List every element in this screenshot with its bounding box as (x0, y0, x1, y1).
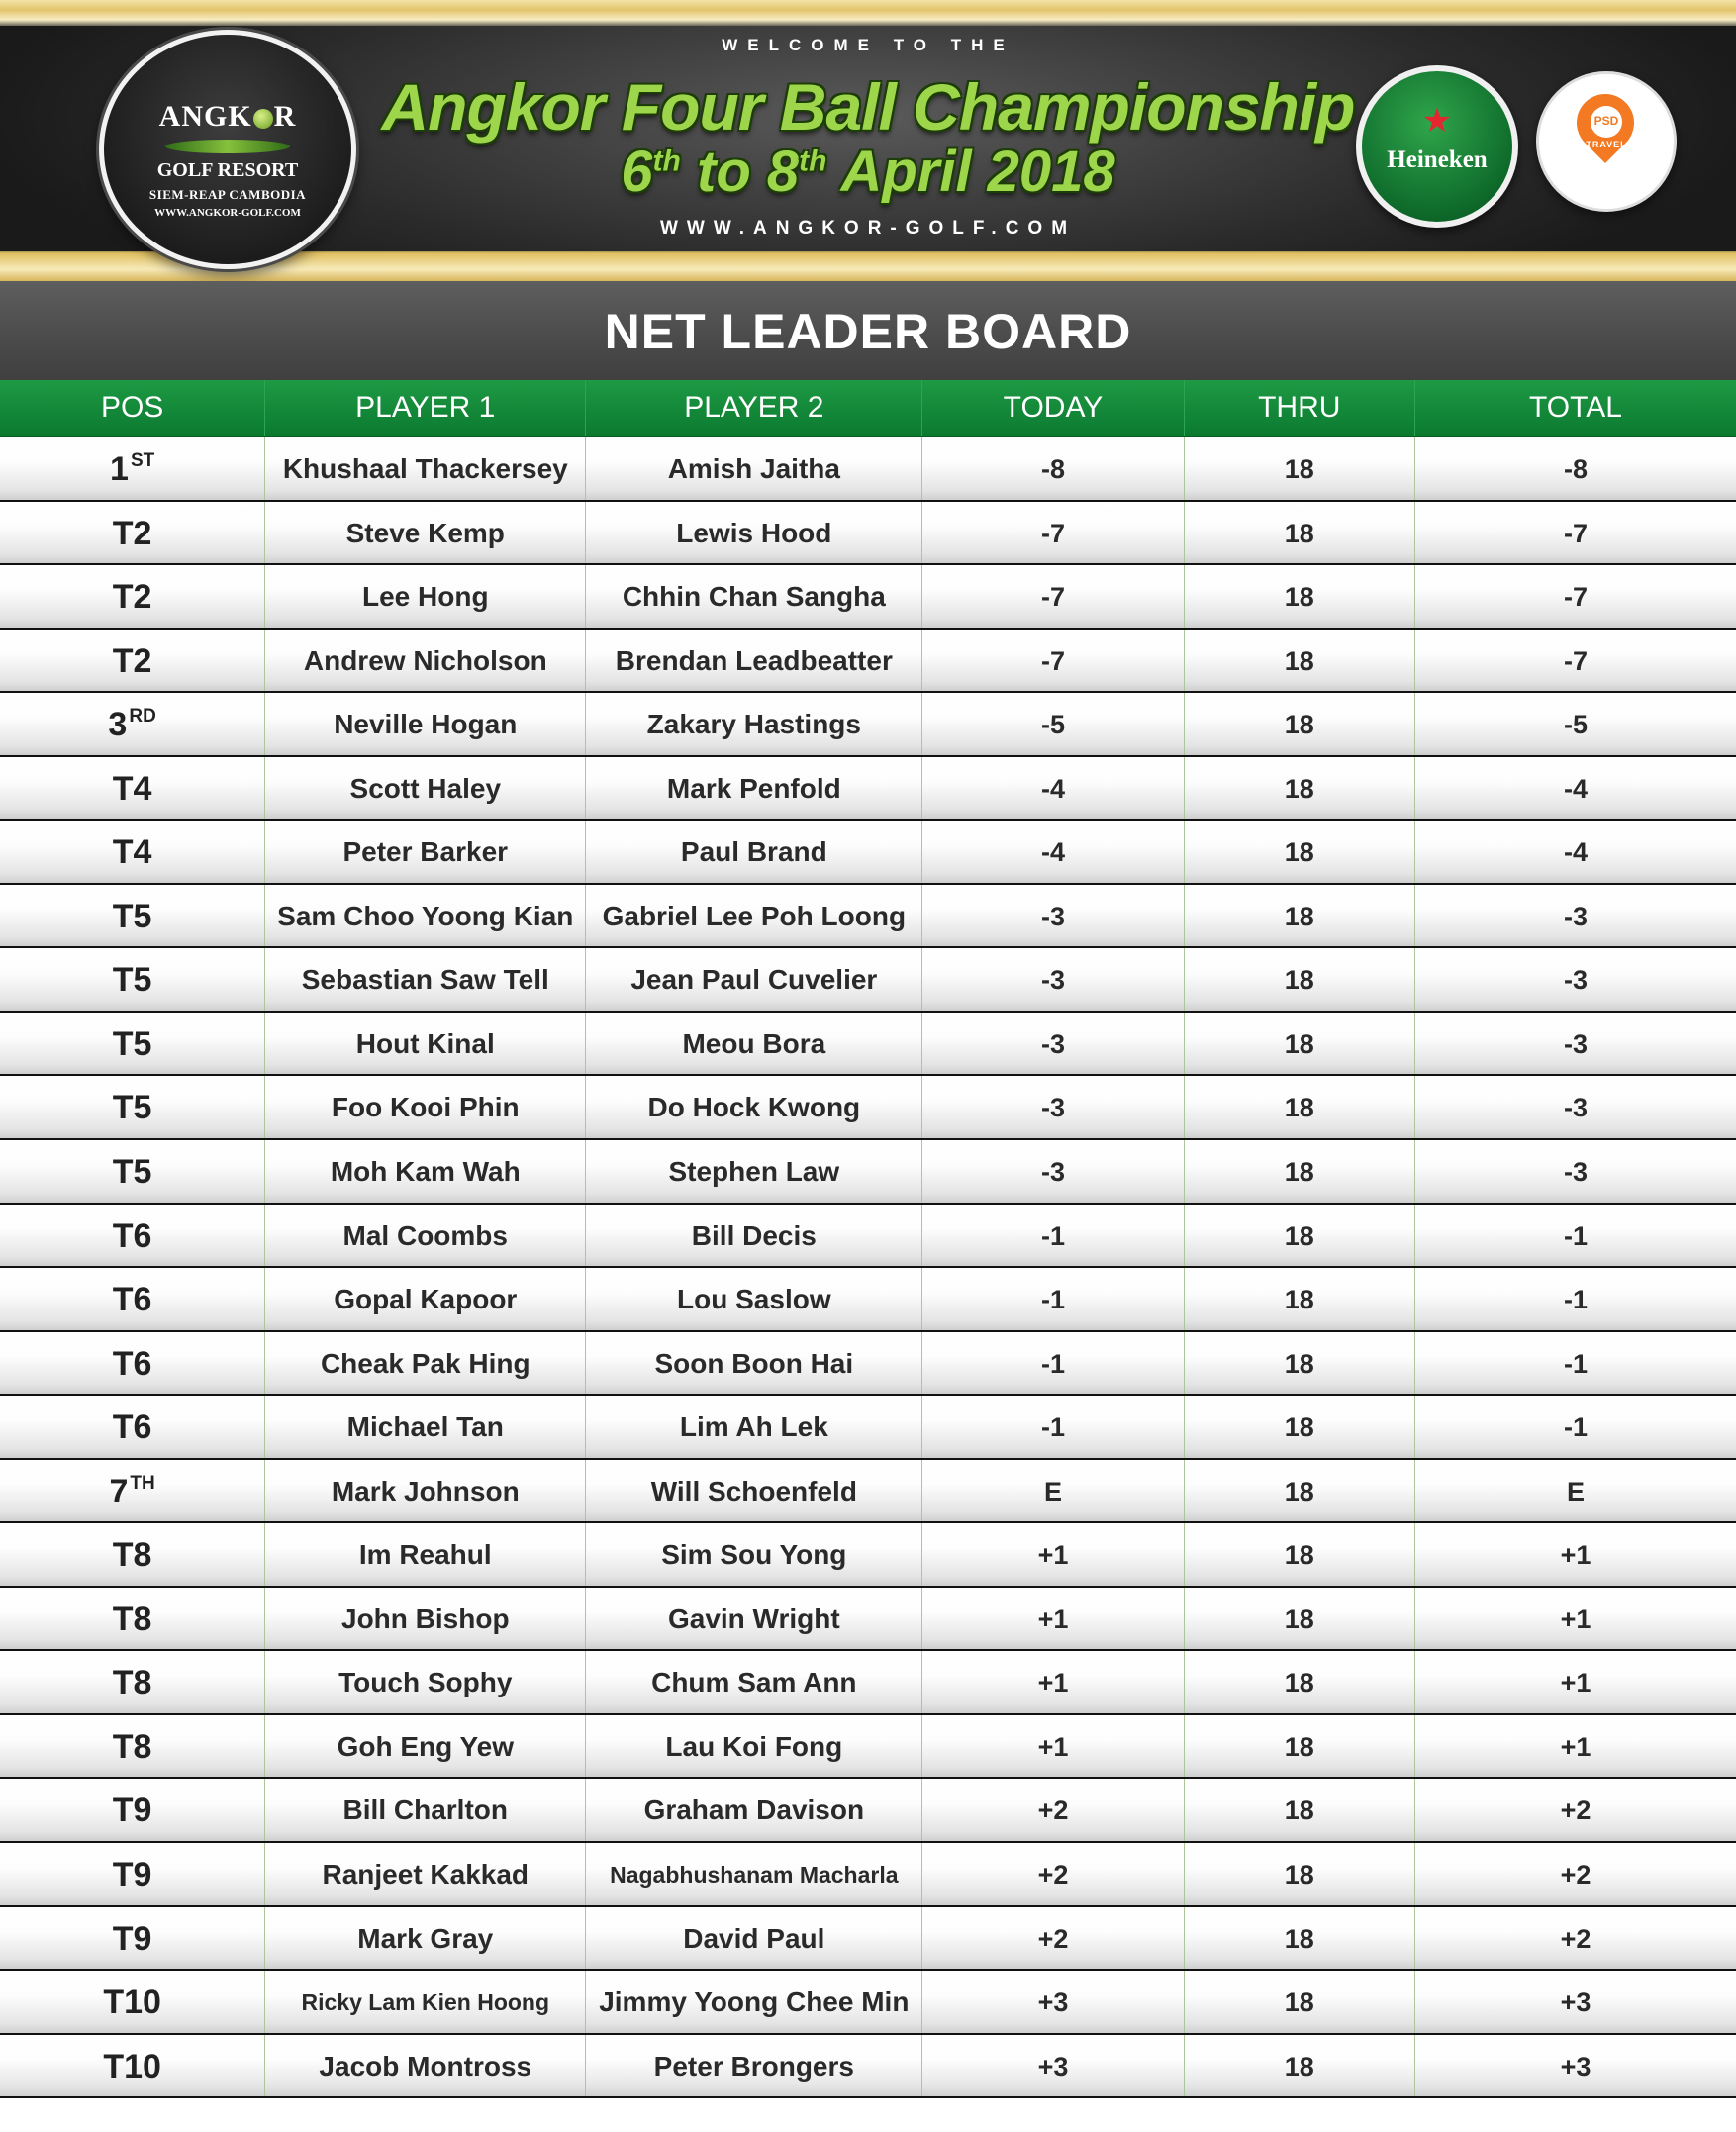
today-cell: +2 (922, 1843, 1184, 1905)
player1-cell: Jacob Montross (265, 2035, 586, 2097)
player1-cell: Sam Choo Yoong Kian (265, 885, 586, 947)
column-header-player1: PLAYER 1 (265, 380, 586, 436)
table-row (0, 885, 1736, 949)
player1-cell: Touch Sophy (265, 1651, 586, 1713)
position-cell (0, 948, 265, 1011)
position-value: T6 (112, 1408, 152, 1447)
position-cell (0, 1268, 265, 1330)
table-body (0, 437, 1736, 2098)
position-cell (0, 2035, 265, 2097)
thru-cell: 18 (1185, 1843, 1415, 1905)
table-row (0, 1140, 1736, 1205)
player2-cell: Jean Paul Cuvelier (586, 948, 922, 1011)
position-cell (0, 757, 265, 820)
position-cell (0, 821, 265, 883)
event-header (0, 0, 1736, 281)
table-row (0, 1332, 1736, 1397)
position-cell (0, 502, 265, 564)
table-row (0, 1076, 1736, 1140)
player1-cell: Scott Haley (265, 757, 586, 820)
total-cell: -4 (1563, 837, 1588, 868)
player2-cell: Lewis Hood (586, 502, 922, 564)
total-cell: -7 (1563, 582, 1588, 613)
player2-cell: Lau Koi Fong (586, 1715, 922, 1778)
date-to: to (697, 140, 751, 204)
total-cell: -7 (1563, 518, 1588, 548)
date-rest: April 2018 (840, 140, 1115, 204)
table-row (0, 1971, 1736, 2035)
total-cell: +1 (1560, 1603, 1591, 1634)
position-cell (0, 1332, 265, 1395)
total-cell: +1 (1560, 1731, 1591, 1762)
player1-cell: Andrew Nicholson (265, 630, 586, 692)
total-cell: -3 (1563, 1093, 1588, 1123)
position-cell (0, 1460, 265, 1522)
thru-cell: 18 (1185, 1715, 1415, 1778)
position-cell (0, 1205, 265, 1267)
total-cell: +2 (1560, 1860, 1591, 1890)
today-cell: -1 (922, 1268, 1184, 1330)
thru-cell: 18 (1185, 1076, 1415, 1138)
leaderboard-table (0, 380, 1736, 2098)
position-cell (0, 565, 265, 628)
thru-cell: 18 (1185, 565, 1415, 628)
position-value: T6 (112, 1344, 152, 1383)
player2-cell: Brendan Leadbeatter (586, 630, 922, 692)
position-cell (0, 1140, 265, 1203)
angkor-logo-brand-left: ANGK (158, 100, 252, 133)
position-cell (0, 1523, 265, 1586)
thru-cell: 18 (1185, 1460, 1415, 1522)
position-value: T10 (103, 2047, 161, 2085)
player2-cell: Lou Saslow (586, 1268, 922, 1330)
total-cell: -3 (1563, 965, 1588, 996)
position-cell (0, 437, 265, 500)
board-title: NET LEADER BOARD (0, 281, 1736, 380)
player2-cell: Zakary Hastings (586, 693, 922, 755)
table-header (0, 380, 1736, 437)
today-cell: -7 (922, 630, 1184, 692)
today-cell: +3 (922, 2035, 1184, 2097)
thru-cell: 18 (1185, 1907, 1415, 1970)
player1-cell: Im Reahul (265, 1523, 586, 1586)
player1-cell: Gopal Kapoor (265, 1268, 586, 1330)
today-cell: -5 (922, 693, 1184, 755)
total-cell: -1 (1563, 1220, 1588, 1251)
date-end-num: 8 (766, 140, 800, 204)
player2-cell: Peter Brongers (586, 2035, 922, 2097)
position-cell (0, 1013, 265, 1075)
position-value: T8 (112, 1536, 152, 1575)
table-row (0, 630, 1736, 694)
thru-cell: 18 (1185, 1588, 1415, 1650)
position-cell (0, 693, 265, 755)
position-cell (0, 1651, 265, 1713)
today-cell: -4 (922, 757, 1184, 820)
total-cell: -7 (1563, 645, 1588, 676)
total-cell: +2 (1560, 1923, 1591, 1954)
player1-cell: Hout Kinal (265, 1013, 586, 1075)
player2-cell: Soon Boon Hai (586, 1332, 922, 1395)
thru-cell: 18 (1185, 1971, 1415, 2033)
total-cell: -3 (1563, 1157, 1588, 1188)
player2-cell: Chum Sam Ann (586, 1651, 922, 1713)
table-row (0, 1651, 1736, 1715)
thru-cell: 18 (1185, 693, 1415, 755)
position-value: T8 (112, 1599, 152, 1638)
table-row (0, 1523, 1736, 1588)
today-cell: +1 (922, 1588, 1184, 1650)
position-cell (0, 1907, 265, 1970)
player2-cell: Bill Decis (586, 1205, 922, 1267)
table-row (0, 693, 1736, 757)
position-cell (0, 1843, 265, 1905)
total-cell: -1 (1563, 1285, 1588, 1315)
player1-cell: Sebastian Saw Tell (265, 948, 586, 1011)
date-end-suffix: th (799, 145, 827, 178)
today-cell: +1 (922, 1651, 1184, 1713)
thru-cell: 18 (1185, 1205, 1415, 1267)
position-cell (0, 1715, 265, 1778)
column-header-pos: POS (0, 380, 265, 436)
table-row (0, 757, 1736, 822)
welcome-text: WELCOME TO THE (722, 36, 1014, 54)
position-value: T6 (112, 1216, 152, 1255)
thru-cell: 18 (1185, 1523, 1415, 1586)
today-cell: E (922, 1460, 1184, 1522)
position-suffix: TH (130, 1472, 155, 1494)
total-cell: -4 (1563, 773, 1588, 804)
total-cell: +1 (1560, 1540, 1591, 1571)
position-value: T5 (112, 1089, 152, 1127)
total-cell: -5 (1563, 710, 1588, 740)
player1-cell: Ricky Lam Kien Hoong (265, 1971, 586, 2033)
player1-cell: Ranjeet Kakkad (265, 1843, 586, 1905)
today-cell: -7 (922, 565, 1184, 628)
table-row (0, 1013, 1736, 1077)
position-value: T4 (112, 833, 152, 872)
player1-cell: Lee Hong (265, 565, 586, 628)
position-value: T5 (112, 961, 152, 1000)
player1-cell: Mark Gray (265, 1907, 586, 1970)
today-cell: -3 (922, 1013, 1184, 1075)
position-value: T5 (112, 1153, 152, 1192)
angkor-logo-sub: GOLF RESORT (156, 159, 299, 181)
player1-cell: Cheak Pak Hing (265, 1332, 586, 1395)
column-header-thru: THRU (1185, 380, 1415, 436)
position-value: T10 (103, 1984, 161, 2022)
total-cell: +3 (1560, 2051, 1591, 2082)
table-row (0, 437, 1736, 502)
table-row (0, 948, 1736, 1013)
thru-cell: 18 (1185, 1396, 1415, 1458)
thru-cell: 18 (1185, 1651, 1415, 1713)
position-value: T8 (112, 1727, 152, 1766)
column-header-player2: PLAYER 2 (586, 380, 922, 436)
red-star-icon: ★ (1421, 102, 1453, 140)
total-cell: +1 (1560, 1668, 1591, 1698)
table-row (0, 2035, 1736, 2099)
position-value: T9 (112, 1919, 152, 1958)
column-header-total: TOTAL (1529, 391, 1622, 424)
player2-cell: Sim Sou Yong (586, 1523, 922, 1586)
position-value: T2 (112, 514, 152, 552)
angkor-logo-location: SIEM-REAP CAMBODIA (148, 187, 307, 202)
player1-cell: Steve Kemp (265, 502, 586, 564)
thru-cell: 18 (1185, 1332, 1415, 1395)
player1-cell: Khushaal Thackersey (265, 437, 586, 500)
angkor-logo-website: WWW.ANGKOR-GOLF.COM (154, 207, 301, 219)
table-row (0, 821, 1736, 885)
angkor-logo-brand-right: R (273, 100, 297, 133)
thru-cell: 18 (1185, 1140, 1415, 1203)
position-suffix: ST (130, 450, 155, 471)
position-value: 1 (110, 450, 129, 488)
player1-cell: Mal Coombs (265, 1205, 586, 1267)
thru-cell: 18 (1185, 1779, 1415, 1841)
player2-cell: Amish Jaitha (586, 437, 922, 500)
player1-cell: John Bishop (265, 1588, 586, 1650)
table-row (0, 1588, 1736, 1652)
player2-cell: Stephen Law (586, 1140, 922, 1203)
position-cell (0, 1971, 265, 2033)
column-header-today: TODAY (922, 380, 1184, 436)
table-row (0, 1843, 1736, 1907)
today-cell: -4 (922, 821, 1184, 883)
player2-cell: Gabriel Lee Poh Loong (586, 885, 922, 947)
thru-cell: 18 (1185, 437, 1415, 500)
today-cell: -1 (922, 1332, 1184, 1395)
psd-travel-logo (1536, 71, 1677, 212)
player1-cell: Foo Kooi Phin (265, 1076, 586, 1138)
thru-cell: 18 (1185, 2035, 1415, 2097)
today-cell: -8 (922, 437, 1184, 500)
table-row (0, 1779, 1736, 1843)
player1-cell: Peter Barker (265, 821, 586, 883)
psd-logo-sub: TRAVEL (1586, 140, 1627, 149)
today-cell: -1 (922, 1396, 1184, 1458)
position-cell (0, 1396, 265, 1458)
position-value: T6 (112, 1281, 152, 1319)
table-row (0, 1715, 1736, 1780)
today-cell: -1 (922, 1205, 1184, 1267)
player1-cell: Goh Eng Yew (265, 1715, 586, 1778)
position-value: T2 (112, 641, 152, 680)
today-cell: +1 (922, 1715, 1184, 1778)
total-cell: +3 (1560, 1987, 1591, 2018)
position-value: T8 (112, 1664, 152, 1702)
player2-cell: David Paul (586, 1907, 922, 1970)
player2-cell: Jimmy Yoong Chee Min (586, 1971, 922, 2033)
position-cell (0, 1779, 265, 1841)
total-cell: -1 (1563, 1412, 1588, 1443)
today-cell: +2 (922, 1779, 1184, 1841)
position-suffix: RD (129, 706, 156, 727)
date-start-suffix: th (652, 145, 681, 178)
position-value: T4 (112, 769, 152, 808)
today-cell: +2 (922, 1907, 1184, 1970)
player2-cell: Paul Brand (586, 821, 922, 883)
player1-cell: Neville Hogan (265, 693, 586, 755)
thru-cell: 18 (1185, 948, 1415, 1011)
position-cell (0, 885, 265, 947)
championship-title: Angkor Four Ball Championship (381, 70, 1355, 144)
position-value: 7 (109, 1472, 129, 1510)
player2-cell: Chhin Chan Sangha (586, 565, 922, 628)
table-row (0, 502, 1736, 566)
player1-cell: Bill Charlton (265, 1779, 586, 1841)
player2-cell: Lim Ah Lek (586, 1396, 922, 1458)
player2-cell: Will Schoenfeld (586, 1460, 922, 1522)
player2-cell: Meou Bora (586, 1013, 922, 1075)
player2-cell: Mark Penfold (586, 757, 922, 820)
position-value: 3 (108, 706, 128, 744)
table-row (0, 565, 1736, 630)
position-value: T9 (112, 1856, 152, 1894)
player2-cell: Gavin Wright (586, 1588, 922, 1650)
total-cell: -3 (1563, 1028, 1588, 1059)
total-cell: +2 (1560, 1795, 1591, 1826)
today-cell: -3 (922, 1140, 1184, 1203)
player2-cell: Graham Davison (586, 1779, 922, 1841)
today-cell: -3 (922, 948, 1184, 1011)
heineken-logo-name: Heineken (1387, 146, 1488, 173)
position-cell (0, 1588, 265, 1650)
thru-cell: 18 (1185, 1013, 1415, 1075)
player1-cell: Mark Johnson (265, 1460, 586, 1522)
player2-cell: Do Hock Kwong (586, 1076, 922, 1138)
table-row (0, 1907, 1736, 1972)
player1-cell: Michael Tan (265, 1396, 586, 1458)
position-value: T5 (112, 1024, 152, 1063)
position-value: T9 (112, 1792, 152, 1830)
total-cell: -3 (1563, 901, 1588, 931)
table-row (0, 1460, 1736, 1524)
position-value: T2 (112, 578, 152, 617)
thru-cell: 18 (1185, 1268, 1415, 1330)
date-start-num: 6 (621, 140, 653, 204)
thru-cell: 18 (1185, 821, 1415, 883)
thru-cell: 18 (1185, 502, 1415, 564)
psd-logo-name: PSD (1591, 106, 1622, 138)
today-cell: +3 (922, 1971, 1184, 2033)
header-website: WWW.ANGKOR-GOLF.COM (659, 218, 1077, 239)
total-cell: E (1566, 1476, 1585, 1506)
player1-cell: Moh Kam Wah (265, 1140, 586, 1203)
table-row (0, 1396, 1736, 1460)
thru-cell: 18 (1185, 630, 1415, 692)
today-cell: -3 (922, 885, 1184, 947)
today-cell: -3 (922, 1076, 1184, 1138)
player2-cell: Nagabhushanam Macharla (586, 1843, 922, 1905)
total-cell: -1 (1563, 1348, 1588, 1379)
today-cell: +1 (922, 1523, 1184, 1586)
position-cell (0, 1076, 265, 1138)
thru-cell: 18 (1185, 757, 1415, 820)
total-cell: -8 (1563, 454, 1588, 484)
table-row (0, 1268, 1736, 1332)
heineken-logo (1356, 65, 1518, 228)
thru-cell: 18 (1185, 885, 1415, 947)
position-value: T5 (112, 897, 152, 935)
table-row (0, 1205, 1736, 1269)
position-cell (0, 630, 265, 692)
today-cell: -7 (922, 502, 1184, 564)
